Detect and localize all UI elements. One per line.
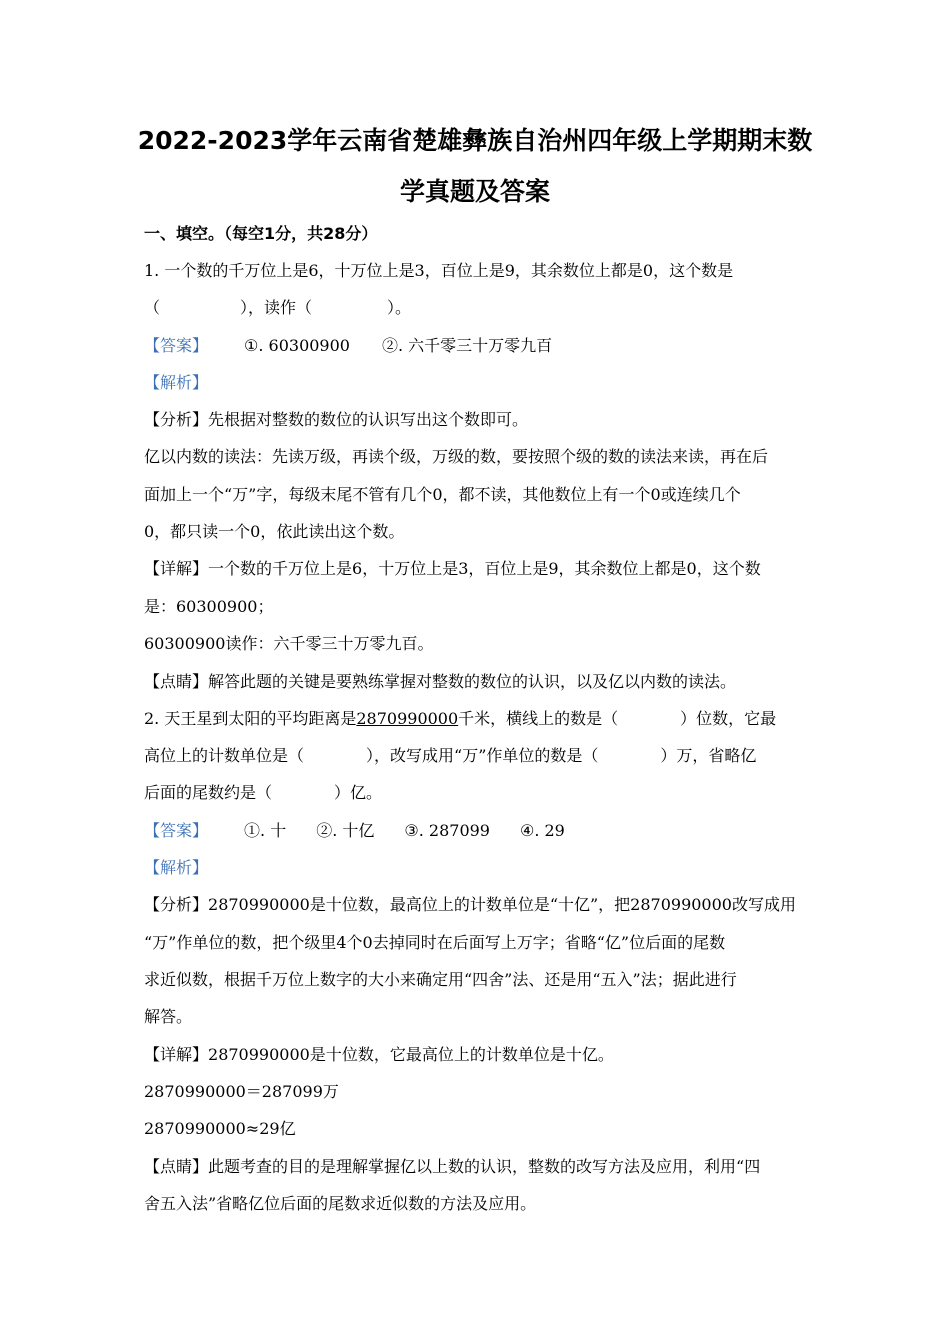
q2-dianjing-tag: 【点睛】 xyxy=(144,1157,209,1176)
q2-xiangjie-line-2: 2870990000＝287099万 xyxy=(144,1082,339,1101)
q2-stem-line-1 xyxy=(144,708,776,730)
q2-stem3-part-a: 后面的尾数约是（ xyxy=(144,783,273,802)
q2-answer-1: ①. 十 xyxy=(244,821,287,840)
q2-fenxi-line-4: 解答。 xyxy=(144,1007,193,1026)
q1-answer-2: ②. 六千零三十万零九百 xyxy=(381,336,553,355)
q2-stem-part-a: 2. 天王星到太阳的平均距离是 xyxy=(144,709,357,728)
q2-answer-tag: 【答案】 xyxy=(144,821,209,840)
q2-dianjing-line-2: 舍五入法”省略亿位后面的尾数求近似数的方法及应用。 xyxy=(144,1194,537,1213)
q2-xiangjie-line-3: 2870990000≈29亿 xyxy=(144,1119,296,1138)
q2-fenxi-line-1 xyxy=(144,894,796,916)
q1-dianjing xyxy=(144,671,736,693)
q2-stem2-part-a: 高位上的计数单位是（ xyxy=(144,746,305,765)
section-heading: 一、填空。（每空1分，共28分） xyxy=(144,224,378,243)
q1-stem-line-2 xyxy=(144,297,411,319)
q2-stem-line-3 xyxy=(144,782,382,804)
q2-fenxi-line-3: 求近似数，根据千万位上数字的大小来确定用“四舍”法、还是用“五入”法；据此进行 xyxy=(144,970,737,989)
q1-rule-line-3: 0，都只读一个0，依此读出这个数。 xyxy=(144,522,405,541)
q2-answer-4: ④. 29 xyxy=(519,821,565,840)
q2-jiexi-tag: 【解析】 xyxy=(144,858,209,877)
q2-stem-part-b: 千米，横线上的数是（ xyxy=(458,709,619,728)
q1-fenxi-tag: 【分析】 xyxy=(144,410,209,429)
q2-fenxi-tag: 【分析】 xyxy=(144,895,209,914)
q2-xiangjie-tag: 【详解】 xyxy=(144,1045,209,1064)
q2-fenxi-line-2: “万”作单位的数，把个级里4个0去掉同时在后面写上万字；省略“亿”位后面的尾数 xyxy=(144,933,726,952)
q1-xiangjie-line-2: 是：60300900； xyxy=(144,597,274,616)
q1-rule-line-1: 亿以内数的读法：先读万级，再读个级，万级的数，要按照个级的数的读法来读，再在后 xyxy=(144,447,769,466)
q2-stem2-part-b: ），改写成用“万”作单位的数是（ xyxy=(366,746,599,765)
q2-answer-3: ③. 287099 xyxy=(404,821,490,840)
q2-stem-part-c: ）位数，它最 xyxy=(680,709,777,728)
q1-xiangjie-line-1 xyxy=(144,558,761,580)
q1-xiangjie-tag: 【详解】 xyxy=(144,559,209,578)
q1-answer-line xyxy=(144,335,552,357)
q1-stem-close: ）。 xyxy=(387,298,412,317)
q1-answer-tag: 【答案】 xyxy=(144,336,209,355)
q2-stem-line-2 xyxy=(144,745,756,767)
q2-xiangjie-line-1 xyxy=(144,1044,614,1066)
q1-xiangjie-text: 一个数的千万位上是6，十万位上是3，百位上是9，其余数位上都是0，这个数 xyxy=(208,559,761,578)
q2-stem2-part-c: ）万，省略亿 xyxy=(660,746,757,765)
q1-stem-open: （ xyxy=(144,298,161,317)
q2-underlined-number: 2870990000 xyxy=(356,709,459,728)
q1-xiangjie-line-3: 60300900读作：六千零三十万零九百。 xyxy=(144,634,434,653)
q1-dianjing-tag: 【点睛】 xyxy=(144,672,209,691)
q1-answer-1: ①. 60300900 xyxy=(244,336,350,355)
q2-fenxi-text: 2870990000是十位数，最高位上的计数单位是“十亿”，把2870990000改写成用 xyxy=(208,895,796,914)
q2-answer-line xyxy=(144,820,565,842)
q2-dianjing-line-1 xyxy=(144,1156,760,1178)
q2-answer-2: ②. 十亿 xyxy=(316,821,375,840)
q2-xiangjie-text: 2870990000是十位数，它最高位上的计数单位是十亿。 xyxy=(208,1045,614,1064)
q1-dianjing-text: 解答此题的关键是要熟练掌握对整数的数位的认识，以及亿以内数的读法。 xyxy=(208,672,737,691)
q1-stem-mid: ），读作（ xyxy=(240,298,313,317)
q1-rule-line-2: 面加上一个“万”字，每级末尾不管有几个0，都不读，其他数位上有一个0或连续几个 xyxy=(144,485,741,504)
q2-dianjing-text: 此题考查的目的是理解掌握亿以上数的认识，整数的改写方法及应用，利用“四 xyxy=(208,1157,761,1176)
q1-fenxi xyxy=(144,409,528,431)
q1-stem-line-1: 1. 一个数的千万位上是6，十万位上是3，百位上是9，其余数位上都是0，这个数是 xyxy=(144,261,734,280)
q2-stem3-part-b: ）亿。 xyxy=(334,783,383,802)
q1-fenxi-text: 先根据对整数的数位的认识写出这个数即可。 xyxy=(208,410,529,429)
document-title-line-2: 学真题及答案 xyxy=(399,177,550,206)
q1-jiexi-tag: 【解析】 xyxy=(144,373,209,392)
document-title-line-1: 2022-2023学年云南省楚雄彝族自治州四年级上学期期末数 xyxy=(137,126,813,155)
